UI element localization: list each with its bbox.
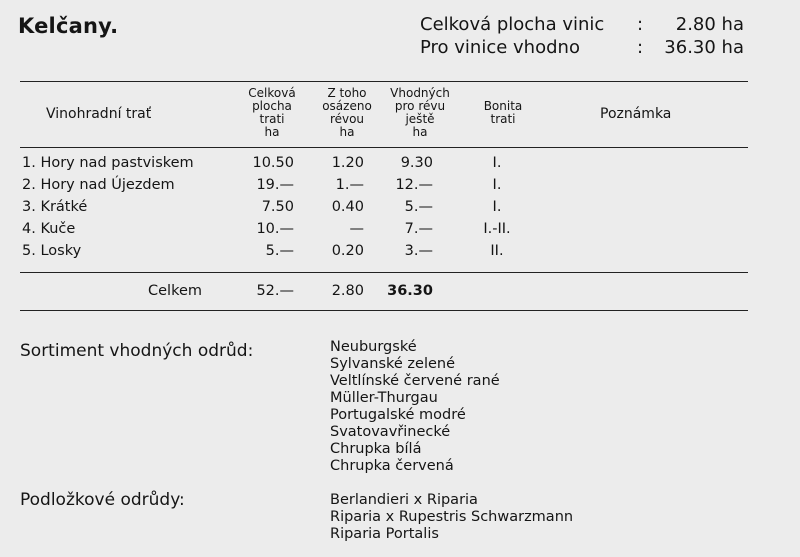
row-grade: I. bbox=[492, 177, 502, 193]
row-area: 5.— bbox=[265, 243, 294, 259]
table-bottom-rule bbox=[20, 310, 748, 311]
row-planted: 0.20 bbox=[331, 243, 364, 259]
row-area: 10.50 bbox=[252, 155, 294, 171]
row-planted: 1.20 bbox=[331, 155, 364, 171]
row-name: 4. Kuče bbox=[22, 221, 76, 237]
row-grade: I. bbox=[492, 199, 502, 215]
row-suitable: 5.— bbox=[404, 199, 433, 215]
total-area-separator: : bbox=[637, 14, 644, 35]
total-planted: 2.80 bbox=[331, 283, 364, 299]
list-item: Riparia x Rupestris Schwarzmann bbox=[330, 509, 574, 525]
sortiment-label: Sortiment vhodných odrůd: bbox=[20, 341, 254, 361]
total-label: Celkem bbox=[148, 283, 202, 299]
table-top-rule bbox=[20, 81, 748, 82]
total-area-label: Celková plocha vinic bbox=[420, 14, 605, 35]
column-header-planted: Z toho osázeno révou ha bbox=[322, 86, 372, 139]
sortiment-list bbox=[330, 339, 500, 475]
village-title: Kelčany. bbox=[18, 14, 119, 38]
column-header-area: Celková plocha trati ha bbox=[248, 86, 296, 139]
row-planted: 0.40 bbox=[331, 199, 364, 215]
column-header-note: Poznámka bbox=[600, 106, 672, 122]
column-header-suitable: Vhodných pro révu ještě ha bbox=[390, 86, 450, 139]
row-name: 5. Losky bbox=[22, 243, 82, 259]
total-area-value: 2.80 ha bbox=[675, 14, 744, 35]
row-suitable: 7.— bbox=[404, 221, 433, 237]
row-name: 2. Hory nad Újezdem bbox=[22, 177, 175, 193]
column-header-grade: Bonita trati bbox=[483, 99, 523, 126]
row-area: 19.— bbox=[256, 177, 294, 193]
list-item: Chrupka červená bbox=[330, 458, 454, 474]
rootstock-label: Podložkové odrůdy: bbox=[20, 490, 185, 510]
suitable-area-separator: : bbox=[637, 37, 644, 58]
row-name: 3. Krátké bbox=[22, 199, 88, 215]
row-area: 7.50 bbox=[261, 199, 294, 215]
row-planted: — bbox=[349, 221, 364, 237]
row-grade: I.-II. bbox=[483, 221, 511, 237]
suitable-area-value: 36.30 ha bbox=[664, 37, 744, 58]
row-grade: I. bbox=[492, 155, 502, 171]
list-item: Riparia Portalis bbox=[330, 526, 439, 542]
suitable-area-label: Pro vinice vhodno bbox=[420, 37, 580, 58]
list-item: Veltlínské červené rané bbox=[330, 373, 500, 389]
list-item: Portugalské modré bbox=[330, 407, 466, 423]
list-item: Neuburgské bbox=[330, 339, 417, 355]
list-item: Sylvanské zelené bbox=[330, 356, 456, 372]
row-suitable: 9.30 bbox=[400, 155, 433, 171]
total-top-rule bbox=[20, 272, 748, 273]
column-header-name: Vinohradní trať bbox=[46, 106, 152, 122]
list-item: Berlandieri x Riparia bbox=[330, 492, 478, 508]
row-suitable: 12.— bbox=[395, 177, 433, 193]
total-suitable: 36.30 bbox=[387, 283, 433, 299]
row-planted: 1.— bbox=[335, 177, 364, 193]
row-suitable: 3.— bbox=[404, 243, 433, 259]
list-item: Chrupka bílá bbox=[330, 441, 422, 457]
list-item: Müller-Thurgau bbox=[330, 390, 438, 406]
row-area: 10.— bbox=[256, 221, 294, 237]
row-name: 1. Hory nad pastviskem bbox=[22, 155, 194, 171]
list-item: Svatovavřinecké bbox=[330, 424, 451, 440]
total-area: 52.— bbox=[256, 283, 294, 299]
row-grade: II. bbox=[490, 243, 504, 259]
rootstock-list bbox=[330, 492, 573, 543]
header-bottom-rule bbox=[20, 147, 748, 148]
